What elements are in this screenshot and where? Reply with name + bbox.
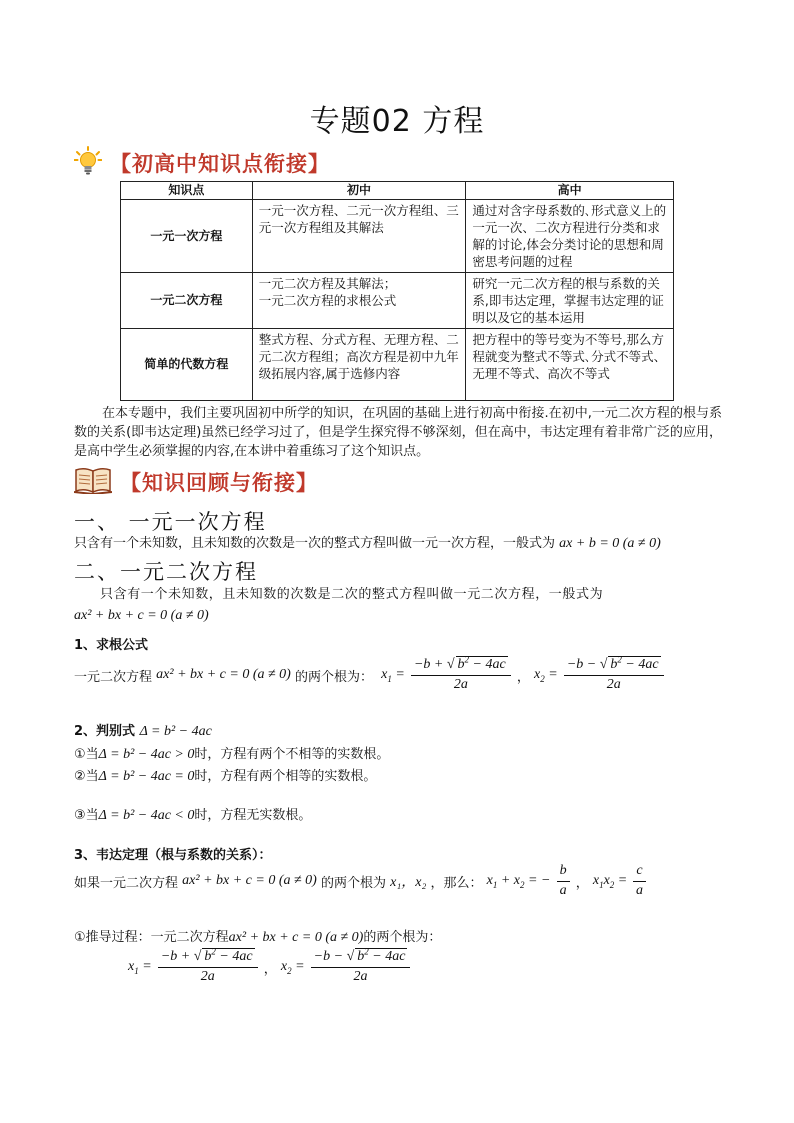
table-cell-junior: 一元一次方程、二元一次方程组、三元一次方程组及其解法 xyxy=(252,200,466,273)
vieta-then: ，那么： xyxy=(430,875,483,891)
root-formula-line: 一元二次方程 ax² + bx + c = 0 (a ≠ 0) 的两个根为： $x_1$ = $\frac{-b + √ b^2 - 4ac}{2a}$ ， $x_2$ = $\frac{-b - √ b^2 - 4ac}{2a}$ xyxy=(74,656,666,694)
discriminant-case-1 xyxy=(74,743,389,763)
part2-formula xyxy=(74,608,209,624)
derivation-x1-label: $x_1$ = xyxy=(128,959,152,976)
discriminant-title xyxy=(74,720,212,740)
table-header-topic: 知识点 xyxy=(121,182,253,200)
vieta-product-fraction: $\frac{c}{a}$ xyxy=(633,862,645,900)
table-header-senior: 高中 xyxy=(466,182,674,200)
derivation-suffix: 的两个根为： xyxy=(363,930,442,945)
case-1-prefix: ①当 xyxy=(74,747,99,762)
knowledge-table xyxy=(120,181,674,401)
vieta-title: 3、韦达定理（根与系数的关系）： xyxy=(74,848,272,863)
table-cell-junior: 整式方程、分式方程、无理方程、二元二次方程组；高次方程是初中九年级拓展内容,属于选修内容 xyxy=(252,329,466,401)
table-header-row xyxy=(121,182,674,200)
intro-paragraph: 在本专题中，我们主要巩固初中所学的知识，在巩固的基础上进行初高中衔接.在初中,一元二次方程的根与系数的关系(即韦达定理)虽然已经学习过了，但是学生探究得不够深刻，但在高中，韦达定理有着非常广泛的应用，是高中学生必须掌握的内容,在本讲中着重练习了这个知识点。 xyxy=(74,406,722,459)
case-3-formula: Δ = b² − 4ac < 0 xyxy=(98,808,195,823)
vieta-sum-fraction: $\frac{b}{a}$ xyxy=(557,862,570,900)
derivation-x1-fraction: $\frac{-b + √ b^2 - 4ac}{2a}$ xyxy=(158,948,258,986)
case-2-formula: Δ = b² − 4ac = 0 xyxy=(98,769,195,784)
discriminant-title-text: 2、判别式 xyxy=(74,724,136,739)
vieta-sum: $x_1 + x_2$ = − xyxy=(486,873,551,890)
part2-text: 只含有一个未知数，且未知数的次数是二次的整式方程叫做一元二次方程，一般式为 xyxy=(100,587,604,602)
vieta-roots: x₁，x₂ xyxy=(390,875,427,890)
derivation-equation: ax² + bx + c = 0 (a ≠ 0) xyxy=(228,930,364,945)
table-cell-junior: 一元二次方程及其解法； 一元二次方程的求根公式 xyxy=(252,273,466,329)
part2-formula-text: ax² + bx + c = 0 (a ≠ 0) xyxy=(74,608,209,623)
case-3-text: 时，方程无实数根。 xyxy=(194,808,312,823)
section-heading-review xyxy=(74,466,318,498)
table-row xyxy=(121,273,674,329)
section-heading-knowledge-bridge xyxy=(74,146,330,180)
table-cell-senior: 研究一元二次方程的根与系数的关系,即韦达定理，掌握韦达定理的证明以及它的基本运用 xyxy=(466,273,674,329)
derivation-line xyxy=(74,926,441,946)
part2-heading: 二、一元二次方程 xyxy=(74,560,258,584)
vieta-product: $x_1x_2$ = xyxy=(592,873,628,890)
case-1-text: 时，方程有两个不相等的实数根。 xyxy=(194,747,390,762)
case-3-prefix: ③当 xyxy=(74,808,99,823)
section-heading-text: 【初高中知识点衔接】 xyxy=(110,152,330,176)
derivation-prefix: ①推导过程：一元二次方程 xyxy=(74,930,229,945)
root-formula-title: 1、求根公式 xyxy=(74,638,149,653)
table-cell-senior: 把方程中的等号变为不等号,那么方程就变为整式不等式､分式不等式、无理不等式、高次不等式 xyxy=(466,329,674,401)
vieta-prefix: 如果一元二次方程 xyxy=(74,875,179,891)
root-formula-suffix: 的两个根为： xyxy=(295,669,374,685)
table-row xyxy=(121,200,674,273)
part1-definition xyxy=(74,532,661,552)
part1-heading: 一、 一元一次方程 xyxy=(74,510,267,534)
page-title: 专题02 方程 xyxy=(309,104,485,139)
table-cell-topic: 一元一次方程 xyxy=(121,200,253,273)
derivation-x2-fraction: $\frac{-b - √ b^2 - 4ac}{2a}$ xyxy=(311,948,411,986)
table-header-junior: 初中 xyxy=(252,182,466,200)
case-2-text: 时，方程有两个相等的实数根。 xyxy=(194,769,377,784)
vieta-mid: 的两个根为 xyxy=(321,875,387,891)
discriminant-case-3 xyxy=(74,804,311,824)
lightbulb-icon xyxy=(74,146,102,180)
table-cell-senior: 通过对含字母系数的､形式意义上的一元一次、二次方程进行分类和求解的讨论,体会分类讨论的思想和周密思考问题的过程 xyxy=(466,200,674,273)
root-formula-prefix: 一元二次方程 xyxy=(74,669,153,685)
root-formula-equation: ax² + bx + c = 0 (a ≠ 0) xyxy=(156,667,291,682)
table-cell-topic: 一元二次方程 xyxy=(121,273,253,329)
discriminant-title-formula: Δ = b² − 4ac xyxy=(139,724,212,739)
derivation-roots: $x_1$ = $\frac{-b + √ b^2 - 4ac}{2a}$ ， $x_2$ = $\frac{-b - √ b^2 - 4ac}{2a}$ xyxy=(128,948,412,986)
table-row xyxy=(121,329,674,401)
section-heading-text: 【知识回顾与衔接】 xyxy=(120,471,318,495)
root-x2-fraction: $\frac{-b - √ b^2 - 4ac}{2a}$ xyxy=(564,656,664,694)
case-1-formula: Δ = b² − 4ac > 0 xyxy=(98,747,195,762)
vieta-statement: 如果一元二次方程 ax² + bx + c = 0 (a ≠ 0) 的两个根为 x₁，x₂ ，那么： $x_1 + x_2$ = − $\frac{b}{a}$ ， $x_1x_2$ = $\frac{c}{a}$ xyxy=(74,862,648,900)
open-book-icon xyxy=(74,466,112,498)
part1-text: 只含有一个未知数，且未知数的次数是一次的整式方程叫做一元一次方程，一般式为 xyxy=(74,536,556,551)
root-x1-label: $x_1$ = xyxy=(381,667,405,684)
discriminant-case-2 xyxy=(74,765,376,785)
table-cell-topic: 简单的代数方程 xyxy=(121,329,253,401)
root-x1-fraction: $\frac{-b + √ b^2 - 4ac}{2a}$ xyxy=(411,656,511,694)
case-2-prefix: ②当 xyxy=(74,769,99,784)
vieta-equation: ax² + bx + c = 0 (a ≠ 0) xyxy=(182,873,317,888)
derivation-x2-label: $x_2$ = xyxy=(280,959,305,976)
part1-formula: ax + b = 0 (a ≠ 0) xyxy=(559,536,661,551)
root-x2-label: $x_2$ = xyxy=(534,667,558,684)
